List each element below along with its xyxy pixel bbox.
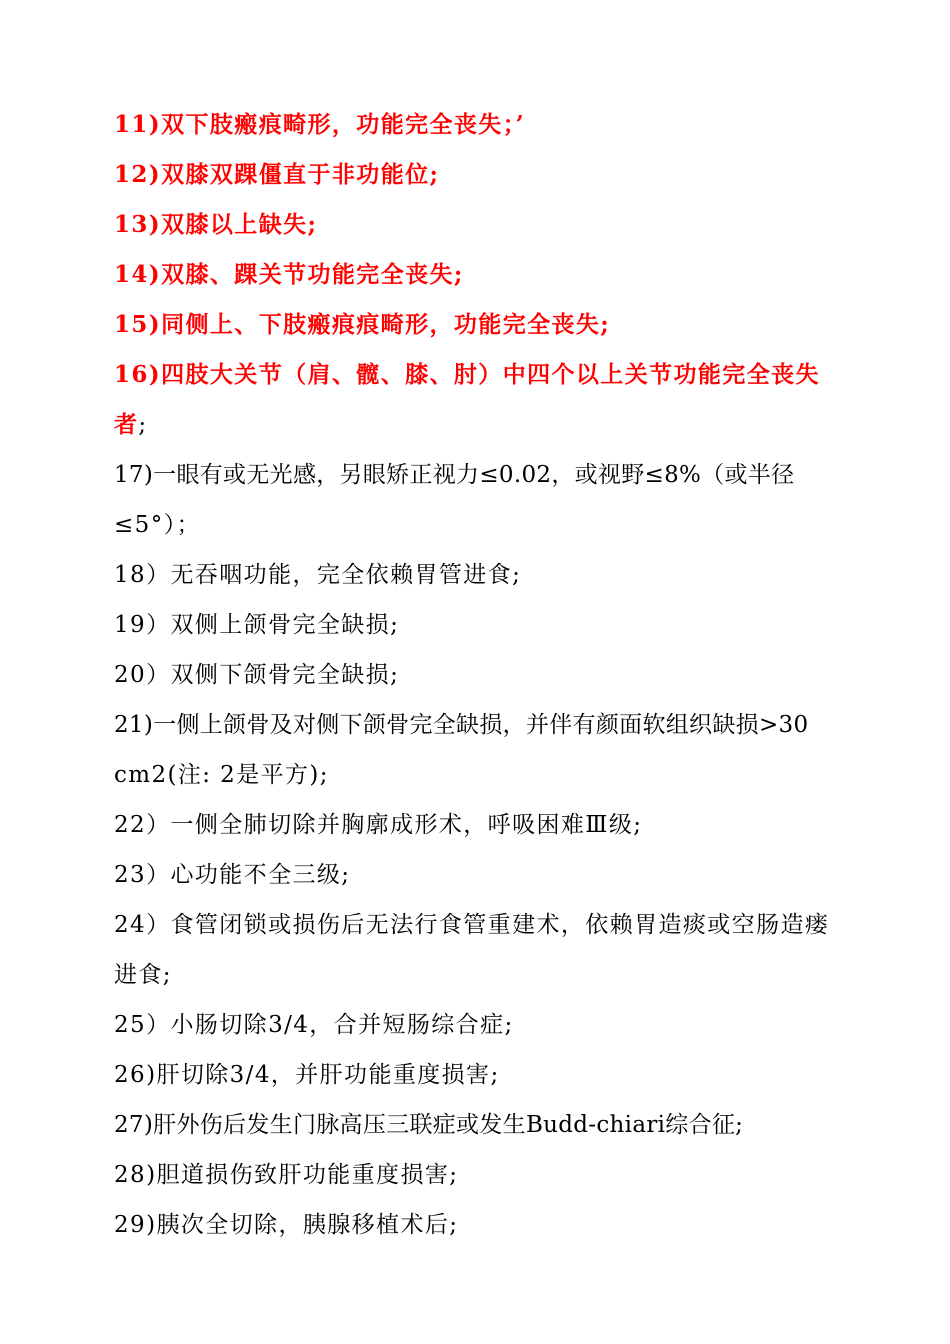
list-item-16-tail-red: 者 <box>114 411 139 438</box>
list-item-13: 13)双膝以上缺失; <box>114 211 318 238</box>
list-item-23: 23）心功能不全三级; <box>114 862 351 888</box>
list-item-28: 28)胆道损伤致肝功能重度损害; <box>114 1162 459 1188</box>
list-item-19: 19）双侧上颌骨完全缺损; <box>114 612 400 638</box>
list-item-17-continued: ≤5°）； <box>114 512 201 538</box>
list-item-17: 17)一眼有或无光感，另眼矫正视力≤0.02，或视野≤8%（或半径 <box>114 462 795 488</box>
list-item-29: 29)胰次全切除，胰腺移植术后; <box>114 1212 459 1238</box>
document-body <box>114 100 859 1250</box>
list-item-21: 21)一侧上颌骨及对侧下颌骨完全缺损，并伴有颜面软组织缺损>30 <box>114 712 809 738</box>
list-item-16: 16)四肢大关节（肩、髋、膝、肘）中四个以上关节功能完全丧失 <box>114 361 820 388</box>
list-item-14: 14)双膝、踝关节功能完全丧失; <box>114 261 464 288</box>
list-item-16-continued <box>114 400 859 450</box>
list-item-26: 26)肝切除3/4，并肝功能重度损害; <box>114 1062 500 1088</box>
list-item-20: 20）双侧下颌骨完全缺损; <box>114 662 400 688</box>
list-item-22: 22）一侧全肺切除并胸廓成形术，呼吸困难Ⅲ级; <box>114 812 643 838</box>
list-item-11: 11)双下肢瘢痕畸形，功能完全丧失；’ <box>114 111 525 138</box>
list-item-16-tail-semicolon: ; <box>138 412 148 438</box>
list-item-18: 18）无吞咽功能，完全依赖胃管进食; <box>114 562 522 588</box>
list-item-24-continued: 进食; <box>114 962 172 988</box>
list-item-25: 25）小肠切除3/4，合并短肠综合症; <box>114 1012 514 1038</box>
list-item-12: 12)双膝双踝僵直于非功能位; <box>114 161 440 188</box>
list-item-21-continued: cm2(注: 2是平方); <box>114 762 329 788</box>
list-item-27: 27)肝外伤后发生门脉高压三联症或发生Budd-chiari综合征; <box>114 1112 744 1138</box>
list-item-15: 15)同侧上、下肢瘢痕痕畸形，功能完全丧失; <box>114 311 611 338</box>
list-item-24: 24）食管闭锁或损伤后无法行食管重建术，依赖胃造痰或空肠造瘘 <box>114 912 830 938</box>
